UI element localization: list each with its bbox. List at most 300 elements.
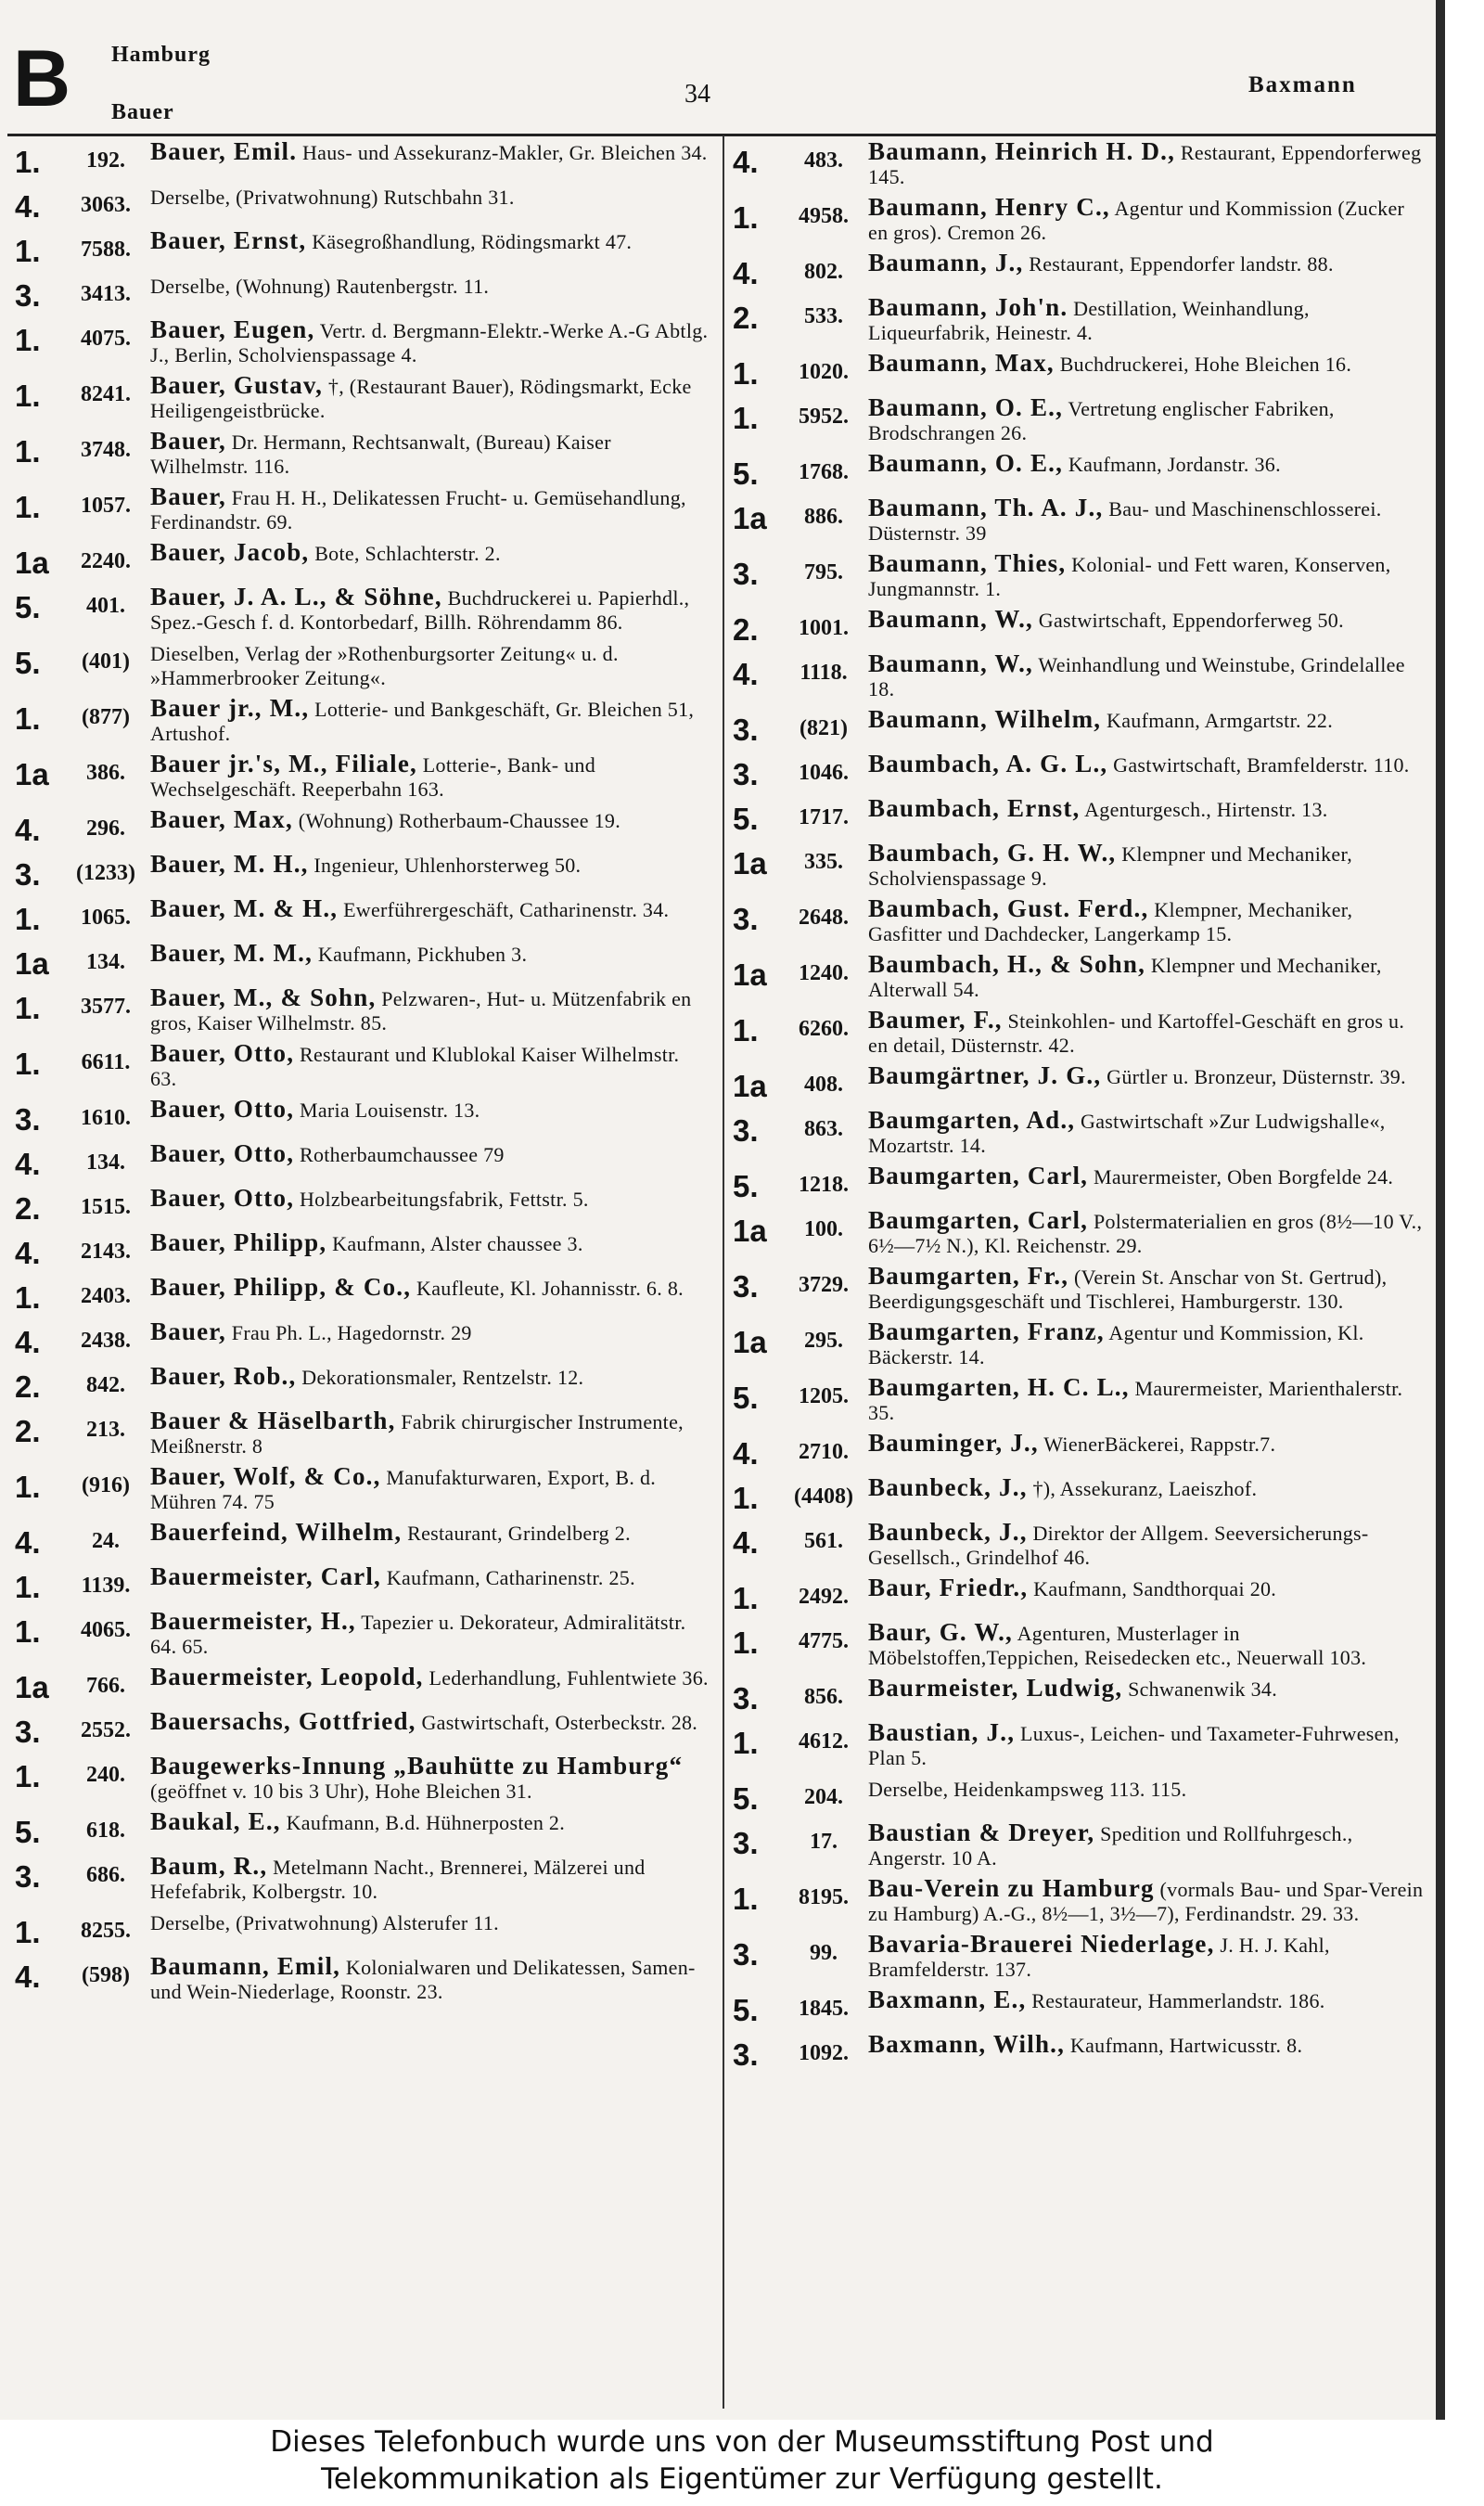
- phone-number: 2438.: [81, 1329, 131, 1353]
- subscriber-name: Baumbach, H., & Sohn,: [868, 950, 1146, 978]
- subscriber-details: Agenturen, Musterlager in Möbelstoffen,Teppichen, Reisedecken etc., Neuerwall 103.: [868, 1622, 1367, 1669]
- exchange-code: 1a: [733, 501, 767, 535]
- phone-number: 192.: [86, 148, 125, 173]
- subscriber-name: Bauer, Eugen,: [150, 315, 315, 343]
- exchange-code: 3.: [15, 1715, 41, 1749]
- directory-entry: [7, 752, 722, 802]
- entry-body: [868, 295, 1439, 345]
- entry-body: [150, 807, 722, 833]
- phone-number: 1139.: [81, 1574, 131, 1598]
- entry-body: [150, 1464, 722, 1514]
- phone-number: (916): [82, 1473, 130, 1497]
- subscriber-details: Weinhandlung und Weinstube, Grindelallee 18.: [868, 653, 1405, 700]
- entry-body: [868, 351, 1439, 377]
- directory-entry: [725, 952, 1439, 1002]
- entry-body: [868, 551, 1439, 601]
- directory-entry: [725, 841, 1439, 891]
- directory-entry: [7, 1909, 722, 1948]
- subscriber-details: Kaufmann, Sandthorquai 20.: [1033, 1577, 1277, 1600]
- directory-entry: [7, 1754, 722, 1804]
- entry-body: [150, 985, 722, 1035]
- exchange-code: 3.: [15, 1859, 41, 1894]
- exchange-code: 5.: [733, 1993, 759, 2027]
- phone-number: 2143.: [81, 1240, 131, 1264]
- subscriber-details: Destillation, Weinhandlung, Liqueurfabrik, Heinestr. 4.: [868, 297, 1310, 344]
- header-last-name: Baxmann: [1248, 72, 1357, 97]
- section-letter: B: [13, 34, 71, 123]
- phone-number: 296.: [86, 816, 125, 841]
- entry-body: [868, 1319, 1439, 1369]
- subscriber-name: Bauer, M. & H.,: [150, 894, 339, 922]
- entry-body: [150, 429, 722, 479]
- phone-number: 795.: [804, 560, 843, 585]
- subscriber-name: Bauer, Otto,: [150, 1039, 295, 1067]
- subscriber-name: Bauer,: [150, 1317, 226, 1345]
- subscriber-details: Gastwirtschaft, Osterbeckstr. 28.: [421, 1711, 698, 1734]
- subscriber-details: Agenturgesch., Hirtenstr. 13.: [1084, 798, 1328, 821]
- exchange-code: 1.: [15, 1047, 41, 1081]
- entry-body: [150, 373, 722, 423]
- phone-number: 1118.: [800, 661, 848, 685]
- subscriber-details: Buchdruckerei u. Papierhdl., Spez.-Gesch f. d. Kontorbedarf, Billh. Röhrendamm 86.: [150, 586, 690, 634]
- directory-entry: [725, 451, 1439, 490]
- exchange-code: 3.: [15, 278, 41, 313]
- left-column: [7, 139, 722, 2010]
- exchange-code: 1.: [15, 1280, 41, 1315]
- subscriber-details: Kaufmann, B.d. Hühnerposten 2.: [286, 1811, 566, 1834]
- phone-number: 863.: [804, 1117, 843, 1141]
- directory-entry: [725, 495, 1439, 546]
- phone-number: 2240.: [81, 549, 131, 573]
- subscriber-name: Bauer jr.'s, M., Filiale,: [150, 750, 417, 778]
- phone-number: 4065.: [81, 1618, 131, 1642]
- subscriber-details: Luxus-, Leichen- und Taxameter-Fuhrwesen, Plan 5.: [868, 1722, 1400, 1769]
- directory-entry: [725, 295, 1439, 345]
- subscriber-details: Lederhandlung, Fuhlentwiete 36.: [429, 1666, 709, 1690]
- directory-entry: [725, 707, 1439, 746]
- entry-body: [868, 395, 1439, 445]
- phone-number: 24.: [92, 1529, 120, 1553]
- subscriber-details: Kolonial- und Fett waren, Konserven, Jungmannstr. 1.: [868, 553, 1391, 600]
- subscriber-name: Baurmeister, Ludwig,: [868, 1674, 1123, 1702]
- subscriber-details: Derselbe, (Privatwohnung) Rutschbahn 31.: [150, 186, 515, 209]
- exchange-code: 3.: [15, 1102, 41, 1137]
- subscriber-details: Agentur und Kommission (Zucker en gros). Cremon 26.: [868, 197, 1405, 244]
- phone-number: 1845.: [799, 1997, 849, 2021]
- directory-entry: [7, 273, 722, 312]
- subscriber-name: Baumann, Heinrich H. D.,: [868, 137, 1176, 165]
- phone-number: (4408): [794, 1484, 853, 1509]
- phone-number: 134.: [86, 1150, 125, 1175]
- subscriber-details: Gastwirtschaft »Zur Ludwigshalle«, Mozartstr. 14.: [868, 1110, 1386, 1157]
- exchange-code: 1.: [733, 1726, 759, 1760]
- subscriber-details: Direktor der Allgem. Seeversicherungs-Gesellsch., Grindelhof 46.: [868, 1522, 1369, 1569]
- subscriber-name: Baustian & Dreyer,: [868, 1818, 1095, 1846]
- subscriber-name: Baumann, Th. A. J.,: [868, 494, 1104, 521]
- subscriber-details: Gastwirtschaft, Bramfelderstr. 110.: [1113, 753, 1410, 777]
- directory-entry: [725, 1987, 1439, 2026]
- subscriber-details: Kolonialwaren und Delikatessen, Samen- und Wein-Niederlage, Roonstr. 23.: [150, 1956, 696, 2003]
- subscriber-name: Baugewerks-Innung „Bauhütte zu Hamburg“: [150, 1752, 684, 1780]
- phone-number: (821): [800, 716, 848, 740]
- subscriber-details: Tapezier u. Dekorateur, Admiralitätstr. 64. 65.: [150, 1611, 686, 1658]
- phone-number: 17.: [810, 1830, 838, 1854]
- entry-body: [150, 1141, 722, 1167]
- subscriber-details: Rotherbaumchaussee 79: [299, 1143, 505, 1166]
- subscriber-name: Bauer, Otto,: [150, 1095, 295, 1123]
- entry-body: [150, 1520, 722, 1546]
- subscriber-details: Steinkohlen- und Kartoffel-Geschäft en gros u. en detail, Düsternstr. 42.: [868, 1009, 1405, 1057]
- subscriber-details: Vertretung englischer Fabriken, Brodschrangen 26.: [868, 397, 1335, 444]
- directory-entry: [7, 429, 722, 479]
- directory-entry: [7, 1664, 722, 1703]
- entry-body: [868, 1163, 1439, 1189]
- phone-number: 6260.: [799, 1017, 849, 1041]
- entry-body: [868, 1932, 1439, 1982]
- entry-body: [150, 1664, 722, 1690]
- exchange-code: 4.: [15, 1960, 41, 1994]
- directory-entry: [725, 1208, 1439, 1258]
- directory-entry: [725, 1676, 1439, 1715]
- subscriber-details: †, (Restaurant Bauer), Rödingsmarkt, Ecke Heiligengeistbrücke.: [150, 375, 692, 422]
- exchange-code: 5.: [15, 1815, 41, 1849]
- phone-number: 240.: [86, 1763, 125, 1787]
- entry-body: [150, 1754, 722, 1804]
- subscriber-name: Baumgarten, Fr.,: [868, 1262, 1069, 1290]
- phone-number: 1240.: [799, 961, 849, 985]
- exchange-code: 2.: [733, 301, 759, 335]
- directory-entry: [7, 1275, 722, 1314]
- directory-entry: [725, 351, 1439, 390]
- exchange-code: 1.: [733, 1481, 759, 1515]
- phone-number: 99.: [810, 1941, 838, 1965]
- subscriber-details: Gastwirtschaft, Eppendorferweg 50.: [1038, 609, 1344, 632]
- directory-entry: [7, 373, 722, 423]
- subscriber-name: Bauer, Otto,: [150, 1184, 295, 1212]
- phone-number: 1020.: [799, 360, 849, 384]
- subscriber-details: Derselbe, Heidenkampsweg 113. 115.: [868, 1778, 1187, 1801]
- directory-entry: [7, 852, 722, 891]
- directory-entry: [7, 1319, 722, 1358]
- phone-number: 886.: [804, 505, 843, 529]
- subscriber-details: Restaurant, Grindelberg 2.: [407, 1522, 631, 1545]
- exchange-code: 3.: [733, 2037, 759, 2072]
- directory-entry: [725, 1876, 1439, 1926]
- subscriber-details: Kaufmann, Pickhuben 3.: [317, 943, 528, 966]
- entry-body: [150, 1319, 722, 1345]
- entry-body: [868, 1208, 1439, 1258]
- exchange-code: 1.: [733, 1581, 759, 1615]
- entry-body: [150, 1364, 722, 1390]
- entry-body: [150, 484, 722, 534]
- directory-entry: [725, 551, 1439, 601]
- entry-body: [868, 1520, 1439, 1570]
- directory-entry: [7, 640, 722, 690]
- phone-number: 408.: [804, 1073, 843, 1097]
- entry-body: [868, 752, 1439, 778]
- directory-entry: [725, 1720, 1439, 1770]
- phone-number: 8255.: [81, 1919, 131, 1943]
- exchange-code: 4.: [15, 1236, 41, 1270]
- exchange-code: 5.: [733, 456, 759, 491]
- entry-body: [150, 1809, 722, 1835]
- phone-number: 2403.: [81, 1284, 131, 1308]
- exchange-code: 1.: [15, 991, 41, 1025]
- page-edge: [1436, 0, 1445, 2420]
- phone-number: 1001.: [799, 616, 849, 640]
- phone-number: 1515.: [81, 1195, 131, 1219]
- entry-body: [150, 585, 722, 635]
- phone-number: 386.: [86, 761, 125, 785]
- phone-number: 4958.: [799, 204, 849, 228]
- exchange-code: 1.: [15, 490, 41, 524]
- directory-entry: [725, 1820, 1439, 1870]
- subscriber-details: Pelzwaren-, Hut- u. Mützenfabrik en gros, Kaiser Wilhelmstr. 85.: [150, 987, 692, 1035]
- entry-body: [150, 1564, 722, 1590]
- exchange-code: 1.: [733, 401, 759, 435]
- exchange-code: 3.: [733, 713, 759, 747]
- header-rule: [7, 134, 1436, 136]
- subscriber-name: Baumbach, G. H. W.,: [868, 839, 1117, 867]
- exchange-code: 1.: [15, 1915, 41, 1949]
- entry-body: [150, 896, 722, 922]
- subscriber-details: (vormals Bau- und Spar-Verein zu Hamburg) A.-G., 8½—1, 3½—7), Ferdinandstr. 29. 33.: [868, 1878, 1424, 1925]
- subscriber-details: Manufakturwaren, Export, B. d. Mühren 74. 75: [150, 1466, 657, 1513]
- entry-body: [868, 139, 1439, 189]
- phone-number: 5952.: [799, 405, 849, 429]
- directory-entry: [725, 1520, 1439, 1570]
- exchange-code: 3.: [733, 557, 759, 591]
- entry-body: [150, 941, 722, 967]
- directory-entry: [725, 1375, 1439, 1425]
- directory-entry: [7, 1364, 722, 1403]
- phone-number: 204.: [804, 1785, 843, 1809]
- directory-entry: [7, 1954, 722, 2004]
- exchange-code: 1.: [15, 323, 41, 357]
- header-city: Hamburg: [111, 43, 211, 67]
- phone-number: 1057.: [81, 494, 131, 518]
- phone-number: 1065.: [81, 906, 131, 930]
- subscriber-name: Baumann, O. E.,: [868, 393, 1064, 421]
- entry-body: [150, 228, 722, 254]
- subscriber-details: Agentur und Kommission, Kl. Bäckerstr. 14.: [868, 1321, 1364, 1369]
- subscriber-name: Bauer, Ernst,: [150, 226, 307, 254]
- phone-number: 134.: [86, 950, 125, 974]
- directory-entry: [725, 1063, 1439, 1102]
- subscriber-name: Bau-Verein zu Hamburg: [868, 1874, 1155, 1902]
- exchange-code: 1a: [733, 846, 767, 880]
- entry-body: [150, 1709, 722, 1735]
- exchange-code: 1a: [15, 757, 49, 791]
- directory-entry: [725, 2032, 1439, 2071]
- subscriber-name: Bauer, Wolf, & Co.,: [150, 1462, 381, 1490]
- phone-number: 483.: [804, 148, 843, 173]
- exchange-code: 1.: [733, 1626, 759, 1660]
- footer-line-1: Dieses Telefonbuch wurde uns von der Museumsstiftung Post und: [270, 2425, 1214, 2459]
- footer-line-2: Telekommunikation als Eigentümer zur Verfügung gestellt.: [321, 2462, 1163, 2496]
- subscriber-details: Kaufmann, Jordanstr. 36.: [1068, 453, 1281, 476]
- subscriber-name: Baunbeck, J.,: [868, 1518, 1028, 1546]
- entry-body: [150, 1954, 722, 2004]
- entry-body: [868, 1876, 1439, 1926]
- subscriber-name: Baumann, Thies,: [868, 549, 1067, 577]
- subscriber-name: Baumgarten, Carl,: [868, 1162, 1089, 1189]
- exchange-code: 1.: [15, 1614, 41, 1649]
- exchange-code: 2.: [15, 1191, 41, 1226]
- entry-body: [150, 1186, 722, 1212]
- entry-body: [868, 1620, 1439, 1670]
- subscriber-name: Baumgärtner, J. G.,: [868, 1061, 1102, 1089]
- subscriber-name: Bauer, J. A. L., & Söhne,: [150, 583, 442, 610]
- exchange-code: 1.: [733, 1013, 759, 1047]
- directory-entry: [7, 484, 722, 534]
- exchange-code: 1a: [733, 1069, 767, 1103]
- subscriber-name: Baur, G. W.,: [868, 1618, 1013, 1646]
- exchange-code: 2.: [733, 612, 759, 647]
- directory-entry: [7, 139, 722, 178]
- subscriber-name: Bauer, Gustav,: [150, 371, 324, 399]
- page-number: 34: [684, 80, 710, 109]
- subscriber-name: Bauer & Häselbarth,: [150, 1407, 396, 1434]
- subscriber-name: Bauersachs, Gottfried,: [150, 1707, 416, 1735]
- exchange-code: 5.: [733, 1781, 759, 1816]
- phone-number: 2648.: [799, 906, 849, 930]
- entry-body: [150, 1854, 722, 1904]
- entry-body: [150, 1909, 722, 1935]
- directory-entry: [725, 1620, 1439, 1670]
- exchange-code: 5.: [15, 646, 41, 680]
- subscriber-name: Bauermeister, Leopold,: [150, 1663, 424, 1690]
- directory-entry: [7, 1186, 722, 1225]
- entry-body: [868, 896, 1439, 946]
- exchange-code: 3.: [733, 1681, 759, 1716]
- subscriber-details: Schwanenwik 34.: [1128, 1677, 1277, 1701]
- subscriber-name: Baumbach, Gust. Ferd.,: [868, 894, 1149, 922]
- entry-body: [868, 651, 1439, 701]
- entry-body: [150, 1275, 722, 1301]
- entry-body: [150, 696, 722, 746]
- phone-number: 8195.: [799, 1885, 849, 1909]
- subscriber-name: Baumann, Emil,: [150, 1952, 341, 1980]
- subscriber-name: Bauer, Philipp, & Co.,: [150, 1273, 412, 1301]
- phone-number: 295.: [804, 1329, 843, 1353]
- subscriber-name: Baukal, E.,: [150, 1807, 281, 1835]
- exchange-code: 4.: [733, 256, 759, 290]
- subscriber-name: Baumann, Joh'n.: [868, 293, 1068, 321]
- directory-entry: [725, 896, 1439, 946]
- subscriber-name: Baustian, J.,: [868, 1718, 1016, 1746]
- directory-entry: [7, 1809, 722, 1848]
- subscriber-details: Maurermeister, Marienthalerstr. 35.: [868, 1377, 1403, 1424]
- phone-number: 4612.: [799, 1729, 849, 1754]
- phone-number: 618.: [86, 1818, 125, 1843]
- subscriber-details: Kaufleute, Kl. Johannisstr. 6. 8.: [416, 1277, 684, 1300]
- subscriber-name: Bauer, Emil.: [150, 137, 298, 165]
- subscriber-details: Dr. Hermann, Rechtsanwalt, (Bureau) Kaiser Wilhelmstr. 116.: [150, 431, 611, 478]
- directory-entry: [7, 1141, 722, 1180]
- phone-number: 335.: [804, 850, 843, 874]
- phone-number: 686.: [86, 1863, 125, 1887]
- directory-entry: [725, 1319, 1439, 1369]
- subscriber-name: Baumann, J.,: [868, 249, 1024, 276]
- header-first-name: Bauer: [111, 100, 174, 124]
- directory-entry: [725, 1008, 1439, 1058]
- entry-body: [868, 1987, 1439, 2013]
- subscriber-details: WienerBäckerei, Rappstr.7.: [1043, 1433, 1276, 1456]
- phone-number: 1768.: [799, 460, 849, 484]
- exchange-code: 4.: [15, 189, 41, 224]
- subscriber-name: Baur, Friedr.,: [868, 1574, 1029, 1601]
- directory-entry: [725, 796, 1439, 835]
- subscriber-details: †), Assekuranz, Laeiszhof.: [1032, 1477, 1258, 1500]
- phone-number: 7588.: [81, 238, 131, 262]
- subscriber-name: Baumann, Max,: [868, 349, 1055, 377]
- subscriber-name: Baum, R.,: [150, 1852, 268, 1880]
- directory-entry: [725, 1475, 1439, 1514]
- subscriber-name: Bavaria-Brauerei Niederlage,: [868, 1930, 1215, 1958]
- subscriber-name: Baxmann, E.,: [868, 1986, 1027, 2013]
- exchange-code: 1.: [733, 200, 759, 235]
- directory-entry: [7, 540, 722, 579]
- exchange-code: 3.: [733, 902, 759, 936]
- exchange-code: 1.: [15, 1759, 41, 1793]
- subscriber-name: Bauer, M. M.,: [150, 939, 313, 967]
- entry-body: [868, 841, 1439, 891]
- subscriber-details: Restaurant, Eppendorferweg 145.: [868, 141, 1422, 188]
- subscriber-details: Maria Louisenstr. 13.: [299, 1099, 480, 1122]
- subscriber-name: Bauer, Otto,: [150, 1139, 295, 1167]
- exchange-code: 1.: [15, 145, 41, 179]
- directory-entry: [7, 1520, 722, 1559]
- phone-number: 3577.: [81, 995, 131, 1019]
- subscriber-name: Bauer,: [150, 427, 226, 455]
- subscriber-details: Frau Ph. L., Hagedornstr. 29: [231, 1321, 472, 1344]
- exchange-code: 4.: [15, 1325, 41, 1359]
- phone-number: 3748.: [81, 438, 131, 462]
- phone-number: 6611.: [81, 1050, 131, 1074]
- subscriber-details: J. H. J. Kahl, Bramfelderstr. 137.: [868, 1934, 1330, 1981]
- subscriber-details: (Verein St. Anschar von St. Gertrud), Beerdigungsgeschäft und Tischlerei, Hamburgerstr. 130.: [868, 1266, 1388, 1313]
- directory-entry: [7, 1041, 722, 1091]
- phone-number: 2552.: [81, 1718, 131, 1742]
- directory-entry: [7, 1230, 722, 1269]
- subscriber-details: Dekorationsmaler, Rentzelstr. 12.: [301, 1366, 584, 1389]
- subscriber-name: Baunbeck, J.,: [868, 1473, 1028, 1501]
- column-divider: [723, 135, 724, 2409]
- subscriber-details: Ingenieur, Uhlenhorsterweg 50.: [313, 854, 582, 877]
- exchange-code: 5.: [733, 1169, 759, 1203]
- subscriber-name: Baumgarten, Carl,: [868, 1206, 1089, 1234]
- entry-body: [868, 1776, 1439, 1802]
- subscriber-details: Klempner und Mechaniker, Alterwall 54.: [868, 954, 1382, 1001]
- entry-body: [868, 1108, 1439, 1158]
- exchange-code: 1a: [733, 957, 767, 992]
- directory-entry: [725, 1431, 1439, 1470]
- entry-body: [868, 1720, 1439, 1770]
- subscriber-details: Kaufmann, Catharinenstr. 25.: [386, 1566, 635, 1589]
- exchange-code: 1.: [15, 434, 41, 469]
- directory-entry: [725, 607, 1439, 646]
- subscriber-details: Maurermeister, Oben Borgfelde 24.: [1093, 1165, 1394, 1189]
- subscriber-details: Gürtler u. Bronzeur, Düsternstr. 39.: [1107, 1065, 1406, 1088]
- phone-number: (598): [82, 1963, 130, 1987]
- exchange-code: 4.: [733, 145, 759, 179]
- exchange-code: 1a: [15, 946, 49, 981]
- exchange-code: 1a: [733, 1325, 767, 1359]
- subscriber-details: Ewerführergeschäft, Catharinenstr. 34.: [343, 898, 670, 921]
- subscriber-name: Baumgarten, H. C. L.,: [868, 1373, 1130, 1401]
- subscriber-details: Käsegroßhandlung, Rödingsmarkt 47.: [312, 230, 633, 253]
